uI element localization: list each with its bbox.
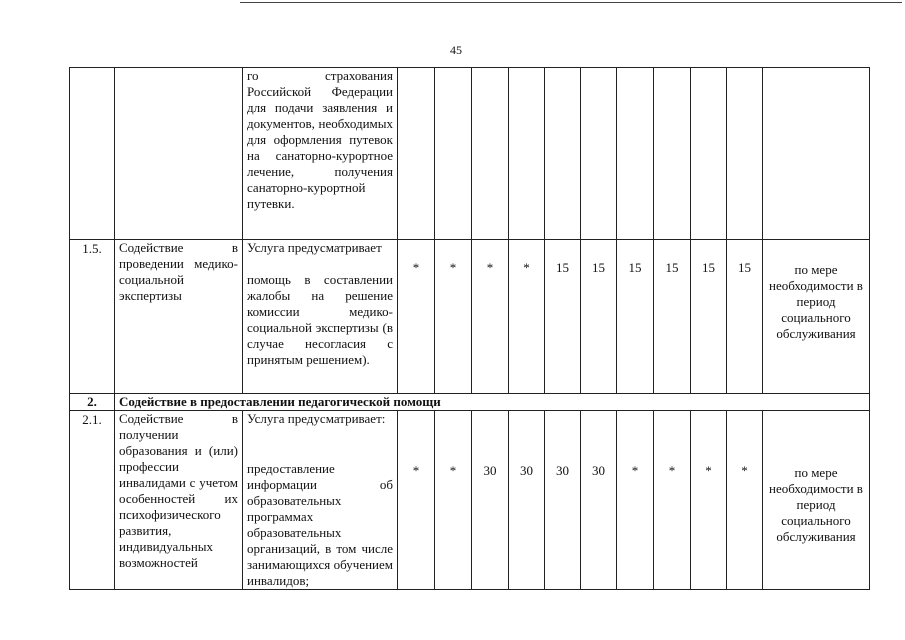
desc-head: Услуга предусматривает xyxy=(247,240,382,255)
cell-value: 30 xyxy=(545,411,581,590)
cell-value: * xyxy=(727,411,763,590)
page-number: 45 xyxy=(450,43,462,57)
cell-description xyxy=(243,411,398,590)
cell-value xyxy=(472,68,509,240)
section-row-2 xyxy=(70,394,870,411)
cell-value xyxy=(727,68,763,240)
cell-value: 15 xyxy=(654,240,691,394)
cell-description xyxy=(243,240,398,394)
cell-num xyxy=(70,68,115,240)
cell-value xyxy=(435,68,472,240)
desc-head: Услуга предусматривает: xyxy=(247,411,386,426)
desc-body: предоставление информации об образовательных программах образовательных организаций, в том числе занимающихся обучением инвалидов; xyxy=(247,461,393,588)
section-title: Содействие в предоставлении педагогической помощи xyxy=(115,394,870,411)
cell-value xyxy=(398,68,435,240)
cell-value xyxy=(617,68,654,240)
desc-body: помощь в составлении жалобы на решение комиссии медико-социальной экспертизы (в случае несогласия с принятым решением). xyxy=(247,272,393,367)
cell-value: 15 xyxy=(617,240,654,394)
cell-value: 30 xyxy=(472,411,509,590)
cell-name: Содействие в проведении медико-социальной экспертизы xyxy=(115,240,243,394)
cell-value: * xyxy=(509,240,545,394)
cell-value xyxy=(654,68,691,240)
cell-note xyxy=(763,68,870,240)
cell-value: 30 xyxy=(581,411,617,590)
cell-name xyxy=(115,68,243,240)
cell-value: * xyxy=(435,411,472,590)
cell-description: го страхования Российской Федерации для подачи заявления и документов, необходимых для оформления путевок на санаторно-курортное лечение, получения санаторно-курортной путевки. xyxy=(243,68,398,240)
cell-value xyxy=(581,68,617,240)
cell-value: * xyxy=(435,240,472,394)
table-row-1-5 xyxy=(70,240,870,394)
header-rule xyxy=(240,2,902,3)
section-num: 2. xyxy=(70,394,115,411)
table-row-2-1 xyxy=(70,411,870,590)
cell-name: Содействие в получении образования и (или) профессии инвалидами с учетом особенностей их психофизического развития, индивидуальных возможностей xyxy=(115,411,243,590)
cell-value: 15 xyxy=(691,240,727,394)
cell-value: * xyxy=(472,240,509,394)
services-table xyxy=(69,67,870,590)
cell-value xyxy=(509,68,545,240)
cell-note: по мере необходимости в период социального обслуживания xyxy=(763,411,870,590)
table-row-continuation xyxy=(70,68,870,240)
cell-value xyxy=(691,68,727,240)
cell-value: * xyxy=(617,411,654,590)
cell-value: 15 xyxy=(727,240,763,394)
cell-value: * xyxy=(691,411,727,590)
cell-value: * xyxy=(398,240,435,394)
cell-note: по мере необходимости в период социального обслуживания xyxy=(763,240,870,394)
cell-num: 1.5. xyxy=(70,240,115,394)
cell-value: 15 xyxy=(581,240,617,394)
cell-value: * xyxy=(398,411,435,590)
cell-value xyxy=(545,68,581,240)
cell-value: * xyxy=(654,411,691,590)
cell-value: 30 xyxy=(509,411,545,590)
cell-value: 15 xyxy=(545,240,581,394)
cell-num: 2.1. xyxy=(70,411,115,590)
